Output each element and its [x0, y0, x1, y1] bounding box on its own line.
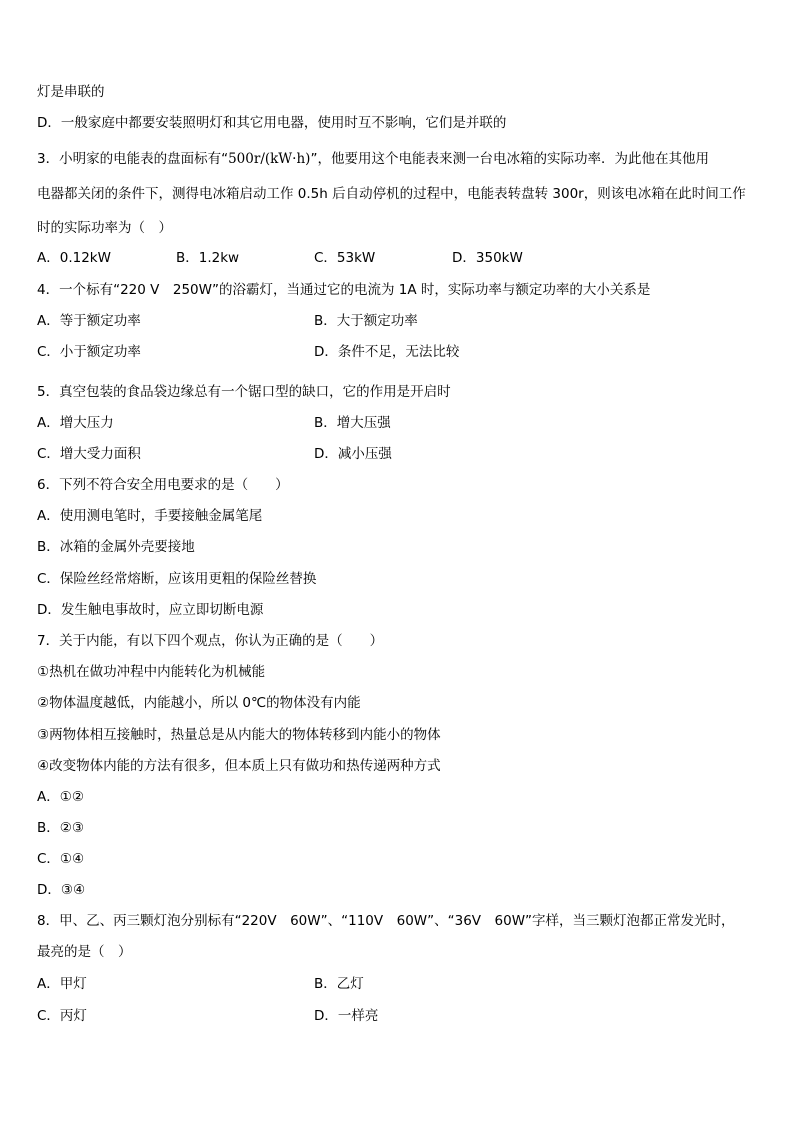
question-8-options-row-2 [37, 1007, 757, 1025]
option-d: D．发生触电事故时，应立即切断电源 [37, 602, 264, 618]
option-c: C．丙灯 [37, 1008, 87, 1024]
option-c: C．增大受力面积 [37, 446, 141, 462]
question-3-line-2: 电器都关闭的条件下，测得电冰箱启动工作 0.5h 后自动停机的过程中，电能表转盘转 300r，则该电冰箱在此时间工作 [37, 186, 746, 202]
question-8-options-row-1 [37, 975, 757, 993]
option-b: B．1.2kw [176, 250, 240, 266]
option-b: B．冰箱的金属外壳要接地 [37, 539, 195, 555]
option-b: B．增大压强 [314, 415, 391, 431]
question-7: 7．关于内能，有以下四个观点，你认为正确的是（ ） [37, 633, 384, 649]
option-c: C．小于额定功率 [37, 344, 141, 360]
option-a: A．等于额定功率 [37, 313, 141, 329]
question-3-line-3: 时的实际功率为（ ） [37, 220, 172, 236]
statement-4: ④改变物体内能的方法有很多，但本质上只有做功和热传递两种方式 [37, 758, 441, 774]
option-c: C．①④ [37, 851, 85, 867]
option-d: D．350kW [452, 250, 523, 266]
question-4-options-row-1 [37, 312, 757, 330]
question-5-options-row-2 [37, 445, 757, 463]
option-d: D．减小压强 [314, 446, 392, 462]
option-a: A．增大压力 [37, 415, 114, 431]
option-c: C．53kW [314, 250, 376, 266]
option-b: B．大于额定功率 [314, 313, 418, 329]
option-d: D．条件不足，无法比较 [314, 344, 460, 360]
option-a: A．0.12kW [37, 250, 111, 266]
question-6: 6．下列不符合安全用电要求的是（ ） [37, 477, 289, 493]
statement-3: ③两物体相互接触时，热量总是从内能大的物体转移到内能小的物体 [37, 727, 441, 743]
question-3-part-a: 3．小明家的电能表的盘面标有“ [37, 151, 229, 167]
option-c: C．保险丝经常熔断，应该用更粗的保险丝替换 [37, 571, 317, 587]
question-4-options-row-2 [37, 343, 757, 361]
question-4: 4．一个标有“220 V 250W”的浴霸灯，当通过它的电流为 1A 时，实际功率与额定功率的大小关系是 [37, 282, 651, 298]
question-3 [37, 150, 757, 168]
question-8: 8．甲、乙、丙三颗灯泡分别标有“220V 60W”、“110V 60W”、“36V 60W”字样，当三颗灯泡都正常发光时， [37, 913, 735, 929]
statement-2: ②物体温度越低，内能越小，所以 0℃的物体没有内能 [37, 695, 361, 711]
option-b: B．乙灯 [314, 976, 364, 992]
question-5: 5．真空包装的食品袋边缘总有一个锯口型的缺口，它的作用是开启时 [37, 384, 451, 400]
text-line: 灯是串联的 [37, 84, 105, 100]
option-a: A．①② [37, 789, 84, 805]
option-b: B．②③ [37, 820, 84, 836]
option-d: D．③④ [37, 882, 86, 898]
question-3-unit: 500r/(kW·h) [228, 151, 311, 167]
statement-1: ①热机在做功冲程中内能转化为机械能 [37, 664, 266, 680]
question-8-line-2: 最亮的是（ ） [37, 944, 132, 960]
question-5-options-row-1 [37, 414, 757, 432]
question-3-part-b: ”，他要用这个电能表来测一台电冰箱的实际功率．为此他在其他用 [310, 151, 709, 167]
option-a: A．使用测电笔时，手要接触金属笔尾 [37, 508, 263, 524]
option-d: D．一般家庭中都要安装照明灯和其它用电器，使用时互不影响，它们是并联的 [37, 115, 507, 131]
option-a: A．甲灯 [37, 976, 87, 992]
option-d: D．一样亮 [314, 1008, 379, 1024]
